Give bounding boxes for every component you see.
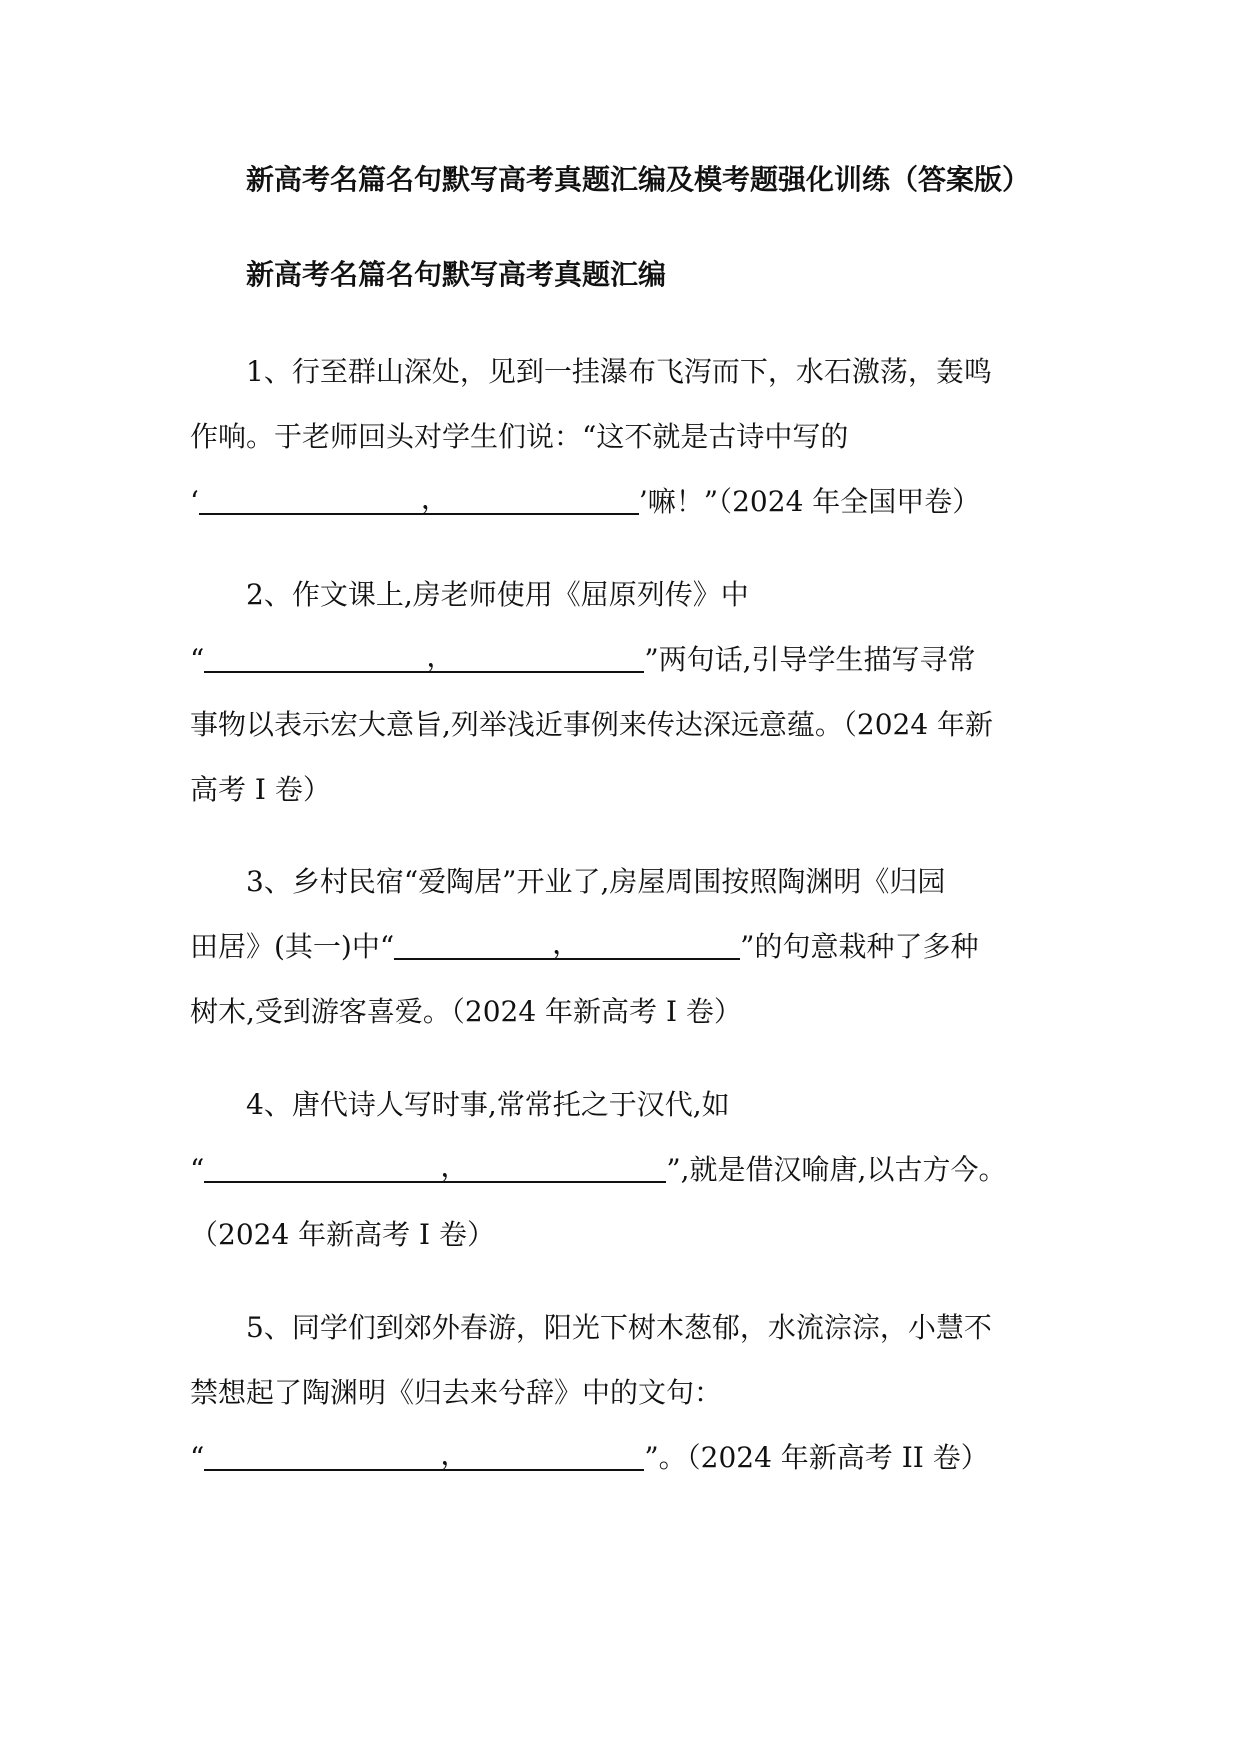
question-4-line-3: （2024 年新高考 I 卷） xyxy=(190,1218,496,1251)
quote-open: ‘ xyxy=(190,485,199,518)
quote-open: “ xyxy=(190,643,205,676)
question-2-line-1: 2、作文课上,房老师使用《屈原列传》中 xyxy=(246,578,749,611)
quote-open: “ xyxy=(190,1441,205,1474)
quote-close: ’嘛！”（2024 年全国甲卷） xyxy=(638,485,981,518)
quote-close: ”两句话,引导学生描写寻常 xyxy=(644,643,976,676)
question-5-line-2: 禁想起了陶渊明《归去来兮辞》中的文句： xyxy=(190,1376,723,1409)
question-1-line-1: 1、行至群山深处，见到一挂瀑布飞泻而下，水石激荡，轰鸣 xyxy=(246,355,992,388)
quote-open: “ xyxy=(190,1153,205,1186)
fill-blank[interactable] xyxy=(394,928,740,960)
blank-separator: ， xyxy=(426,640,455,673)
question-2-line-2 xyxy=(190,640,976,680)
fill-blank[interactable] xyxy=(204,1151,666,1183)
section-title: 新高考名篇名句默写高考真题汇编 xyxy=(246,258,667,291)
fill-blank[interactable] xyxy=(204,1439,644,1471)
question-5-line-1: 5、同学们到郊外春游，阳光下树木葱郁，水流淙淙，小慧不 xyxy=(246,1311,992,1344)
fill-blank[interactable] xyxy=(204,641,644,673)
document-title: 新高考名篇名句默写高考真题汇编及模考题强化训练（答案版） xyxy=(246,163,1031,196)
quote-close: ”,就是借汉喻唐,以古方今。 xyxy=(666,1153,1007,1186)
question-3-line-2 xyxy=(190,927,979,967)
question-1-line-3 xyxy=(190,482,980,522)
question-3-line-3: 树木,受到游客喜爱。（2024 年新高考 I 卷） xyxy=(190,995,742,1028)
blank-separator: ， xyxy=(420,482,449,515)
quote-open: 田居》(其一)中“ xyxy=(190,930,395,963)
question-1-line-2: 作响。于老师回头对学生们说：“这不就是古诗中写的 xyxy=(190,420,849,453)
blank-separator: ， xyxy=(552,927,581,960)
question-2-line-3: 事物以表示宏大意旨,列举浅近事例来传达深远意蕴。（2024 年新 xyxy=(190,708,994,741)
question-2-line-4: 高考 I 卷） xyxy=(190,773,331,806)
blank-separator: ， xyxy=(440,1438,469,1471)
question-3-line-1: 3、乡村民宿“爱陶居”开业了,房屋周围按照陶渊明《归园 xyxy=(246,865,946,898)
question-4-line-1: 4、唐代诗人写时事,常常托之于汉代,如 xyxy=(246,1088,730,1121)
question-4-line-2 xyxy=(190,1150,1006,1190)
quote-close: ”的句意栽种了多种 xyxy=(740,930,979,963)
question-5-line-3 xyxy=(190,1438,989,1478)
blank-separator: ， xyxy=(440,1150,469,1183)
fill-blank[interactable] xyxy=(199,483,639,515)
quote-close: ”。（2024 年新高考 II 卷） xyxy=(644,1441,989,1474)
